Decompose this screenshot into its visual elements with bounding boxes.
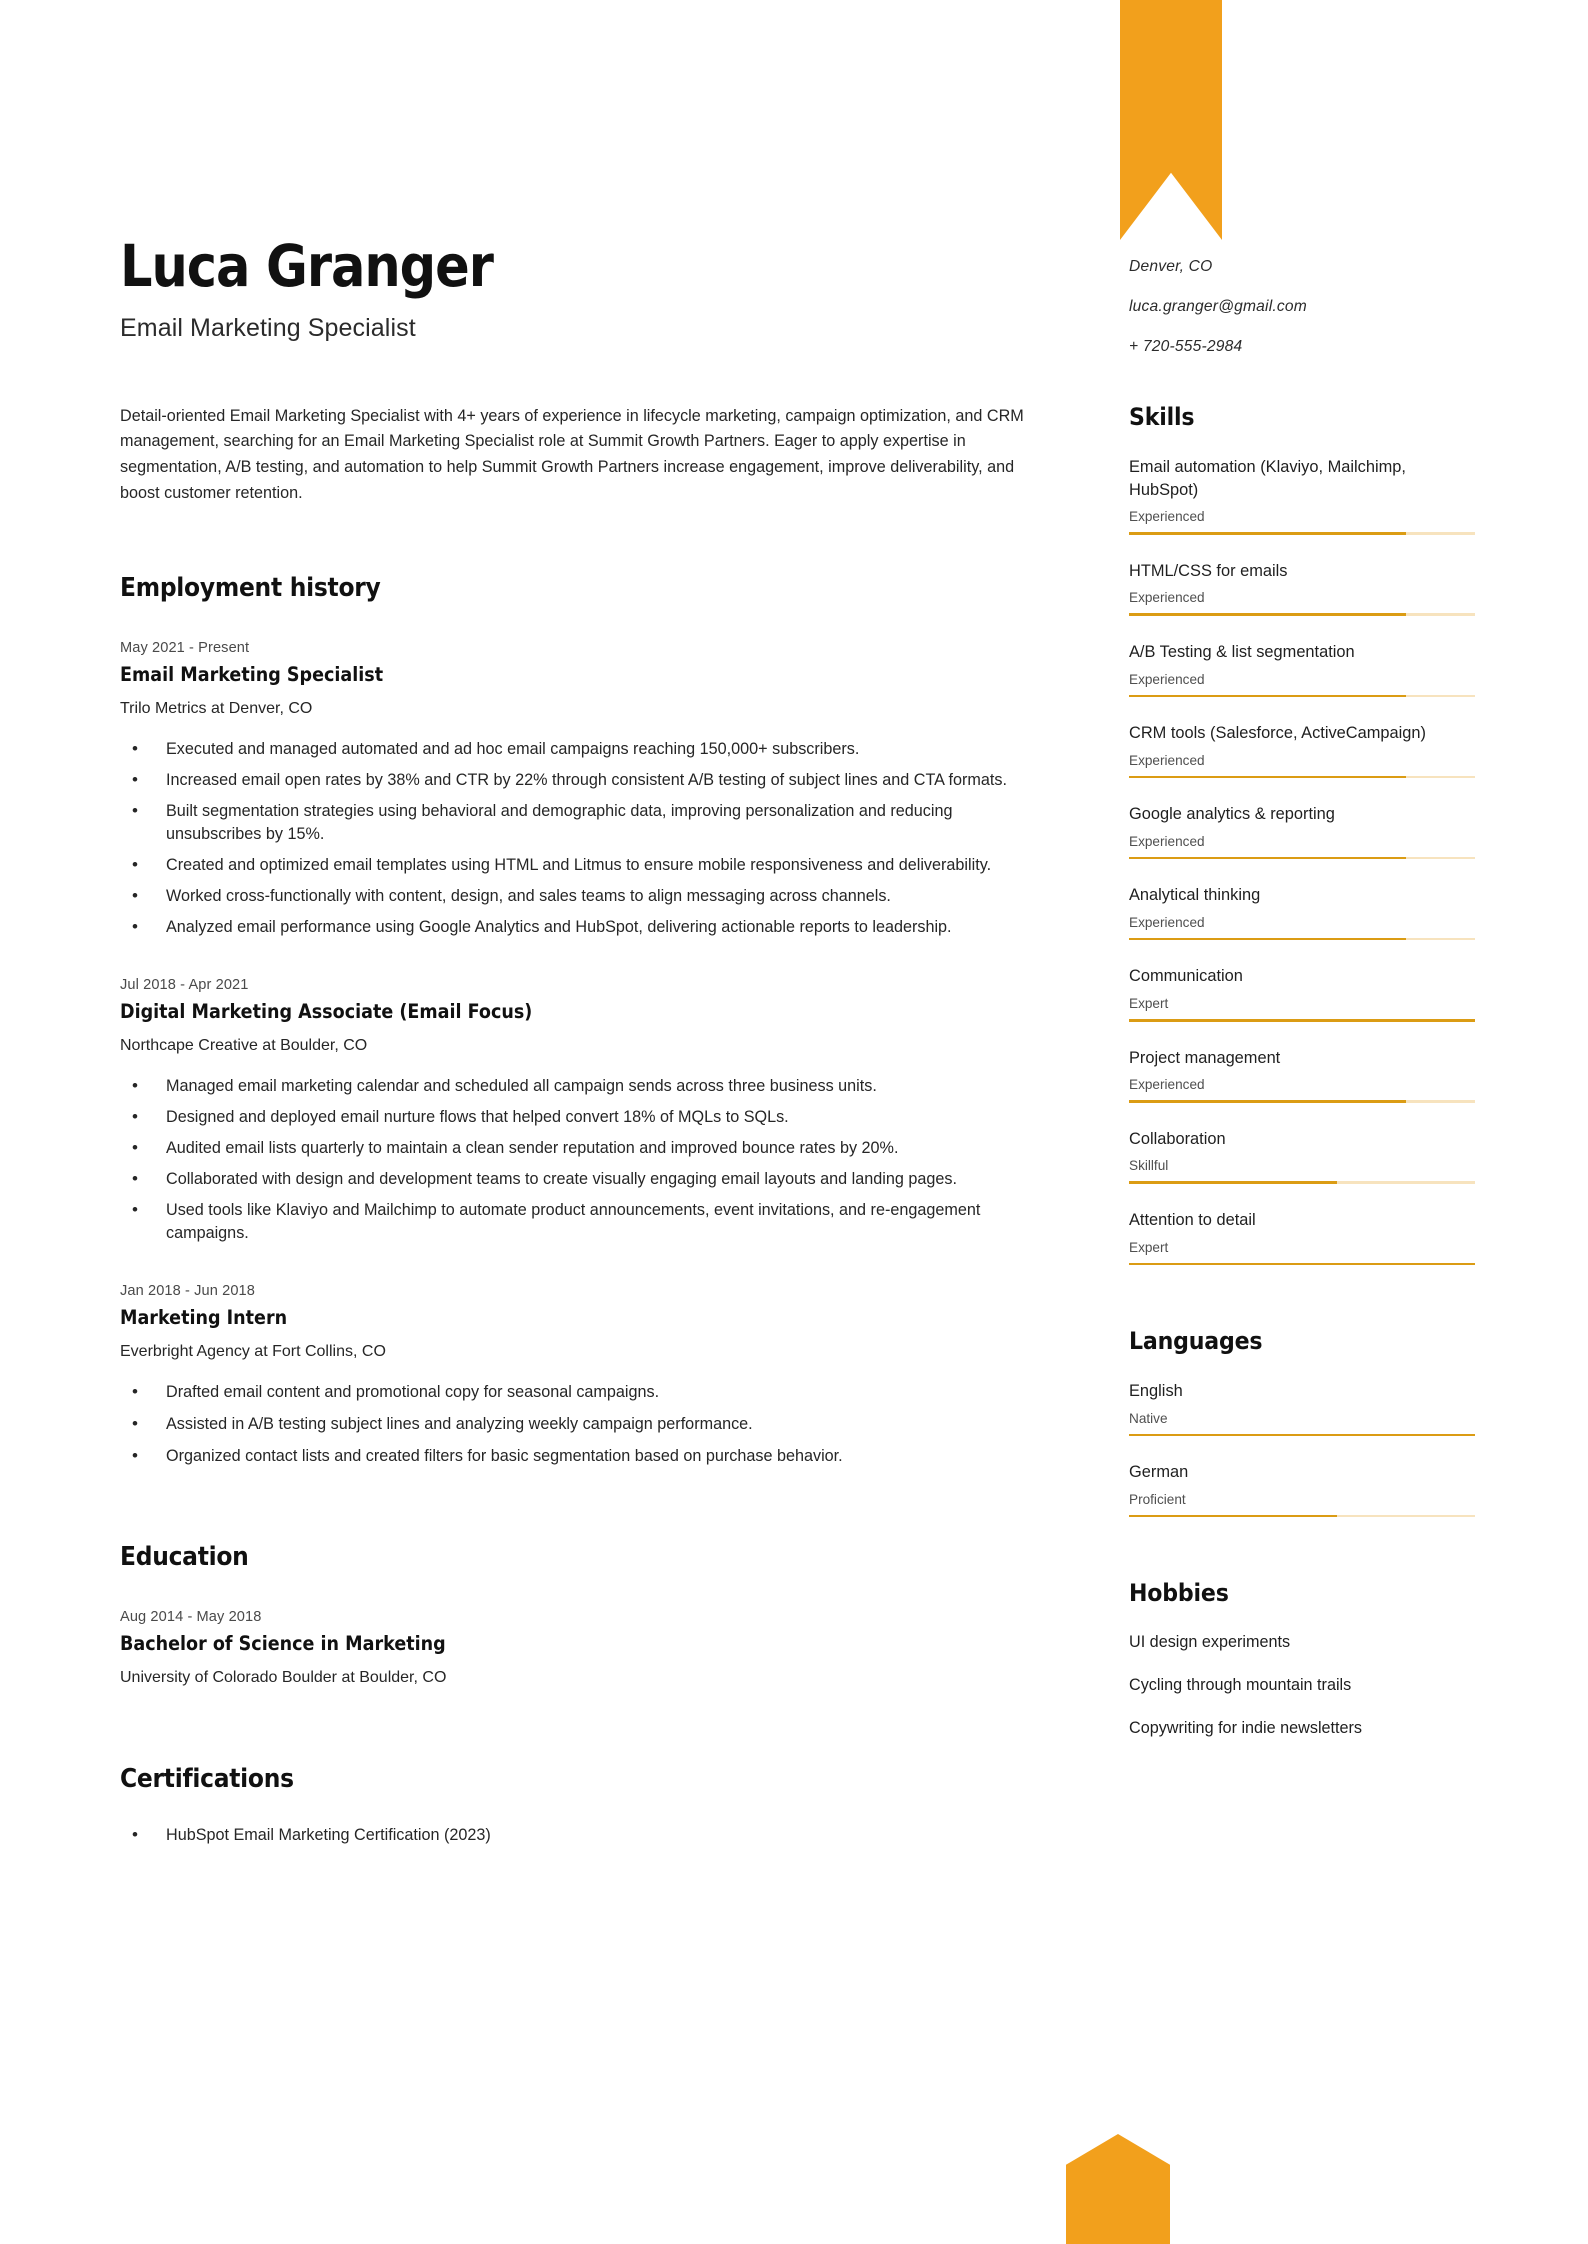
skill-level: Experienced xyxy=(1129,914,1205,930)
skill-rating-bar-fill xyxy=(1129,1263,1475,1266)
list-item: • Audited email lists quarterly to maintain a clean sender reputation and improved bounce rates by 20%. xyxy=(120,1137,1025,1160)
skill-rating-bar xyxy=(1129,532,1475,535)
skill-rating-bar-fill xyxy=(1129,1181,1337,1184)
skill-item xyxy=(1129,884,1475,940)
entry-organization: Everbright Agency at Fort Collins, CO xyxy=(120,1343,386,1361)
list-item: • Organized contact lists and created filters for basic segmentation based on purchase behavior. xyxy=(120,1445,1025,1468)
list-item: • Used tools like Klaviyo and Mailchimp to automate product announcements, event invitations, and re-engagement campaigns. xyxy=(120,1199,1025,1245)
entry-bullet-list xyxy=(120,1381,1060,1468)
skill-item xyxy=(1129,560,1475,616)
skill-rating-bar-fill xyxy=(1129,776,1406,779)
skill-item xyxy=(1129,965,1475,1021)
skill-level: Experienced xyxy=(1129,833,1205,849)
employment-entry xyxy=(120,977,1060,1245)
skill-name: Project management xyxy=(1129,1048,1281,1067)
skill-rating-bar-fill xyxy=(1129,532,1406,535)
entry-bullet-list xyxy=(120,738,1060,939)
skill-level: Experienced xyxy=(1129,1077,1205,1093)
skill-level: Skillful xyxy=(1129,1158,1169,1174)
skill-name: Communication xyxy=(1129,967,1243,986)
skill-rating-bar xyxy=(1129,938,1475,941)
skill-rating-bar-fill xyxy=(1129,1100,1406,1103)
entry-role: Marketing Intern xyxy=(120,1306,288,1330)
entry-date: Jan 2018 - Jun 2018 xyxy=(120,1283,255,1300)
section-heading-education: Education xyxy=(120,1542,249,1573)
entry-bullet-list xyxy=(120,1075,1060,1245)
entry-organization: Trilo Metrics at Denver, CO xyxy=(120,700,313,718)
job-title: Email Marketing Specialist xyxy=(120,313,416,342)
entry-role: Email Marketing Specialist xyxy=(120,663,384,687)
hobby-item: UI design experiments xyxy=(1129,1633,1291,1652)
entry-organization: Northcape Creative at Boulder, CO xyxy=(120,1037,368,1055)
list-item: • Built segmentation strategies using behavioral and demographic data, improving personalization and reducing unsubscribes by 15%. xyxy=(120,800,1025,846)
skill-level: Expert xyxy=(1129,996,1169,1012)
education-entry xyxy=(120,1609,1060,1687)
skill-rating-bar-fill xyxy=(1129,1019,1475,1022)
skill-level: Experienced xyxy=(1129,752,1205,768)
skill-rating-bar-fill xyxy=(1129,695,1406,698)
contact-phone[interactable]: + 720-555-2984 xyxy=(1129,338,1243,355)
list-item: • Executed and managed automated and ad hoc email campaigns reaching 150,000+ subscribers. xyxy=(120,738,1025,761)
list-item: • Assisted in A/B testing subject lines and analyzing weekly campaign performance. xyxy=(120,1413,1025,1436)
section-heading-certifications: Certifications xyxy=(120,1764,294,1795)
list-item: • Collaborated with design and development teams to create visually engaging email layouts and landing pages. xyxy=(120,1168,1025,1191)
skill-rating-bar xyxy=(1129,1019,1475,1022)
skill-item xyxy=(1129,1128,1475,1184)
list-item: • Increased email open rates by 38% and CTR by 22% through consistent A/B testing of subject lines and CTA formats. xyxy=(120,769,1025,792)
skill-rating-bar-fill xyxy=(1129,857,1406,860)
skill-item xyxy=(1129,1209,1475,1265)
language-level: Proficient xyxy=(1129,1491,1186,1507)
hobbies-list xyxy=(1129,1633,1475,1738)
skill-name: A/B Testing & list segmentation xyxy=(1129,642,1355,661)
skill-item xyxy=(1129,1047,1475,1103)
skills-list xyxy=(1129,456,1475,1265)
hobby-item: Copywriting for indie newsletters xyxy=(1129,1719,1363,1738)
bottom-ribbon-decoration xyxy=(1066,2134,1170,2244)
certifications-list xyxy=(120,1824,1060,1847)
list-item: • Managed email marketing calendar and scheduled all campaign sends across three business units. xyxy=(120,1075,1025,1098)
list-item: • HubSpot Email Marketing Certification (2023) xyxy=(120,1824,1025,1847)
skill-level: Experienced xyxy=(1129,590,1205,606)
skill-name: CRM tools (Salesforce, ActiveCampaign) xyxy=(1129,724,1426,743)
main-column xyxy=(120,0,1060,1855)
entry-degree: Bachelor of Science in Marketing xyxy=(120,1632,446,1656)
skill-name: Analytical thinking xyxy=(1129,886,1261,905)
skill-rating-bar-fill xyxy=(1129,938,1406,941)
section-heading-employment: Employment history xyxy=(120,573,381,604)
skill-level: Expert xyxy=(1129,1239,1169,1255)
skill-item xyxy=(1129,722,1475,778)
skill-item xyxy=(1129,803,1475,859)
skill-name: Attention to detail xyxy=(1129,1210,1256,1229)
languages-list xyxy=(1129,1380,1475,1517)
list-item: • Designed and deployed email nurture flows that helped convert 18% of MQLs to SQLs. xyxy=(120,1106,1025,1129)
skill-rating-bar xyxy=(1129,857,1475,860)
professional-summary: Detail-oriented Email Marketing Specialist with 4+ years of experience in lifecycle marketing, campaign optimization, and CRM management, searching for an Email Marketing Specialist role at Summit Growth Partners. Eager to apply expertise in segmentation, A/B testing, and automation to help Summit Growth Partners increase engagement, improve deliverability, and boost customer retention. xyxy=(120,406,1024,502)
list-item: • Analyzed email performance using Google Analytics and HubSpot, delivering actionable reports to leadership. xyxy=(120,916,1025,939)
entry-date: May 2021 - Present xyxy=(120,640,250,657)
skill-rating-bar-fill xyxy=(1129,613,1406,616)
language-name: English xyxy=(1129,1382,1183,1401)
skill-rating-bar xyxy=(1129,613,1475,616)
sidebar xyxy=(1129,0,1475,1738)
language-rating-bar xyxy=(1129,1515,1475,1518)
entry-date: Aug 2014 - May 2018 xyxy=(120,1609,262,1626)
skill-level: Experienced xyxy=(1129,509,1205,525)
language-level: Native xyxy=(1129,1410,1168,1426)
list-item: • Drafted email content and promotional copy for seasonal campaigns. xyxy=(120,1381,1025,1404)
skill-rating-bar xyxy=(1129,1181,1475,1184)
entry-date: Jul 2018 - Apr 2021 xyxy=(120,977,249,994)
list-item: • Worked cross-functionally with content, design, and sales teams to align messaging across channels. xyxy=(120,885,1025,908)
skill-name: Email automation (Klaviyo, Mailchimp, HubSpot) xyxy=(1129,458,1406,499)
page-title: Luca Granger xyxy=(120,232,493,300)
contact-location: Denver, CO xyxy=(1129,258,1213,275)
language-rating-bar-fill xyxy=(1129,1515,1337,1518)
skill-item xyxy=(1129,641,1475,697)
employment-entry xyxy=(120,640,1060,939)
skill-level: Experienced xyxy=(1129,671,1205,687)
language-item xyxy=(1129,1380,1475,1436)
section-heading-languages: Languages xyxy=(1129,1327,1263,1356)
skill-name: HTML/CSS for emails xyxy=(1129,561,1288,580)
section-heading-hobbies: Hobbies xyxy=(1129,1579,1229,1608)
skill-item xyxy=(1129,456,1475,535)
skill-rating-bar xyxy=(1129,1263,1475,1266)
section-heading-skills: Skills xyxy=(1129,403,1195,431)
language-rating-bar-fill xyxy=(1129,1434,1475,1437)
contact-email[interactable]: luca.granger@gmail.com xyxy=(1129,298,1307,315)
skill-rating-bar xyxy=(1129,695,1475,698)
employment-entry xyxy=(120,1283,1060,1468)
entry-role: Digital Marketing Associate (Email Focus) xyxy=(120,1000,533,1024)
list-item: • Created and optimized email templates using HTML and Litmus to ensure mobile responsiveness and deliverability. xyxy=(120,854,1025,877)
skill-name: Collaboration xyxy=(1129,1129,1226,1148)
skill-rating-bar xyxy=(1129,776,1475,779)
language-item xyxy=(1129,1461,1475,1517)
contact-block xyxy=(1129,258,1475,356)
skill-rating-bar xyxy=(1129,1100,1475,1103)
language-name: German xyxy=(1129,1463,1189,1482)
hobby-item: Cycling through mountain trails xyxy=(1129,1676,1352,1695)
skill-name: Google analytics & reporting xyxy=(1129,805,1335,824)
language-rating-bar xyxy=(1129,1434,1475,1437)
entry-institution: University of Colorado Boulder at Boulder, CO xyxy=(120,1669,447,1687)
